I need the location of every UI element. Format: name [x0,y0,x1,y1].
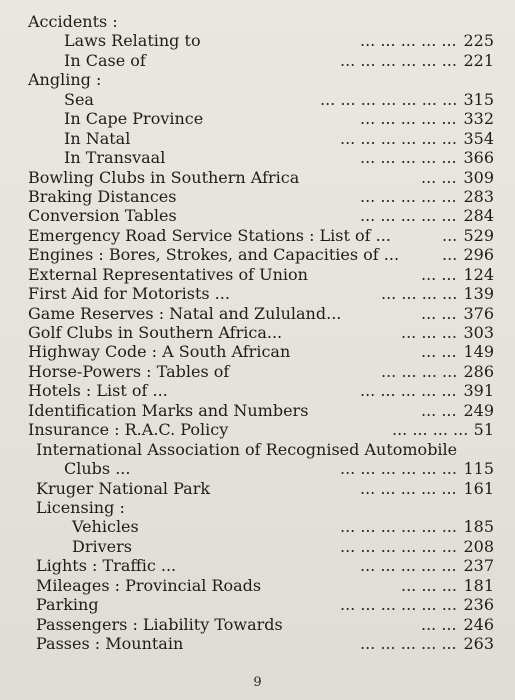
dot-leaders: ... ... ... ... ... ... ... [320,89,458,109]
index-entry [28,168,494,187]
index-entry [28,615,494,634]
index-entry-label: In Natal [64,128,131,148]
index-entry [28,31,494,50]
dot-leaders: ... ... ... ... ... [360,186,457,206]
index-entry-label: Identification Marks and Numbers [28,400,309,420]
dot-leaders: ... ... ... ... ... ... [340,536,457,556]
index-entry-label: Sea [64,89,94,109]
index-entry-page: 185 [463,517,494,537]
index-entry [28,517,494,536]
dot-leaders: ... ... ... [401,323,457,342]
index-entry [28,537,494,556]
index-entry [28,576,494,595]
dot-leaders: ... [442,245,458,265]
index-entry-page: 249 [463,400,494,420]
index-entry-label: Passes : Mountain [36,634,184,653]
dot-leaders: ... ... ... ... ... [360,206,457,226]
dot-leaders: ... ... [421,400,457,420]
index-entry-label: Lights : Traffic ... [36,556,177,576]
index-entry-page: 237 [463,556,494,576]
index-entry-page: 315 [463,89,494,109]
index-entry-page: 303 [463,323,494,342]
index-entry-label: Clubs ... [64,459,131,479]
page-number-footer: 9 [253,675,262,690]
index-entry-label: External Representatives of Union [28,264,308,284]
dot-leaders: ... ... ... ... [381,284,458,304]
index-entry-label: Golf Clubs in Southern Africa... [28,323,283,342]
dot-leaders: ... ... ... ... ... ... [340,459,457,479]
index-entry [28,51,494,70]
dot-leaders: ... ... ... ... ... ... [340,517,457,537]
index-entry-label: First Aid for Motorists ... [28,284,230,304]
index-entry-page: 284 [463,206,494,226]
index-entry-page: 354 [463,128,494,148]
index-entry-page: 139 [463,284,494,304]
index-entry-label: Accidents : [28,12,118,31]
index-entry [28,284,494,303]
index-entry-page: 124 [463,264,494,284]
index-entry-label: Mileages : Provincial Roads [36,575,262,595]
index-entry [28,187,494,206]
index-entry-page: 181 [463,575,494,595]
index-entry [28,90,494,109]
index-entry-label: Passengers : Liability Towards [36,614,283,634]
index-entry [28,109,494,128]
index-entry-label: In Transvaal [64,148,166,168]
index-entry [28,479,494,498]
index-entry-label: Highway Code : A South African [28,342,291,362]
index-entry [28,556,494,575]
index-entry [28,420,494,439]
dot-leaders: ... ... [421,342,457,362]
index-entry [28,245,494,264]
index-entry [28,265,494,284]
dot-leaders: ... ... [421,303,457,323]
dot-leaders: ... ... ... ... [381,361,458,381]
index-entry-label: Engines : Bores, Strokes, and Capacities of ... [28,245,400,265]
index-entry-label: Licensing : [36,497,125,517]
dot-leaders: ... ... ... ... ... [360,148,457,168]
index-entry [28,381,494,400]
index-list [28,12,494,653]
index-entry-page: 221 [463,50,494,70]
index-entry-page: 149 [463,342,494,362]
index-entry [28,226,494,245]
index-entry [28,148,494,167]
index-entry [28,440,494,459]
index-entry-label: Conversion Tables [28,206,177,226]
index-entry [28,304,494,323]
index-entry-page: 366 [463,148,494,168]
index-entry-label: Game Reserves : Natal and Zululand... [28,303,342,323]
index-entry [28,206,494,225]
dot-leaders: ... ... ... ... ... [360,381,457,401]
index-entry-page: 51 [473,420,494,440]
index-entry-page: 332 [463,109,494,129]
index-entry-label: Hotels : List of ... [28,381,168,401]
dot-leaders: ... ... ... [401,575,457,595]
dot-leaders: ... ... ... ... ... [360,634,457,653]
dot-leaders: ... ... ... ... ... [360,556,457,576]
index-entry-label: Bowling Clubs in Southern Africa [28,167,300,187]
index-entry-label: Vehicles [72,517,139,537]
index-entry-page: 236 [463,595,494,615]
index-entry [28,634,494,653]
index-entry [28,459,494,478]
index-entry-page: 391 [463,381,494,401]
index-entry-page: 529 [463,225,494,245]
dot-leaders: ... ... [421,614,457,634]
dot-leaders: ... ... ... ... ... ... [340,595,457,615]
dot-leaders: ... ... ... ... ... [360,109,457,129]
index-entry-label: Parking [36,595,99,615]
index-entry-label: Emergency Road Service Stations : List of ... [28,225,391,245]
dot-leaders: ... ... ... ... ... [360,31,457,51]
index-entry [28,323,494,342]
index-entry-page: 225 [463,31,494,51]
index-entry-page: 161 [463,478,494,498]
index-entry-label: In Cape Province [64,109,204,129]
index-entry-label: Horse-Powers : Tables of [28,361,230,381]
index-entry-page: 309 [463,167,494,187]
dot-leaders: ... ... ... ... ... [360,478,457,498]
index-entry [28,70,494,89]
dot-leaders: ... ... ... ... [392,420,469,440]
index-entry-page: 296 [463,245,494,265]
index-entry-label: Kruger National Park [36,478,211,498]
dot-leaders: ... ... ... ... ... ... [340,50,457,70]
index-entry-page: 283 [463,186,494,206]
index-entry-page: 263 [463,634,494,653]
index-entry-page: 246 [463,614,494,634]
dot-leaders: ... ... [421,264,457,284]
index-entry-label: Drivers [72,536,132,556]
index-entry [28,401,494,420]
index-entry-label: Laws Relating to [64,31,201,51]
index-entry-label: In Case of [64,50,146,70]
dot-leaders: ... [442,225,458,245]
dot-leaders: ... ... ... ... ... ... [340,128,457,148]
index-entry-page: 286 [463,361,494,381]
index-entry [28,129,494,148]
index-entry-page: 115 [463,459,494,479]
index-entry [28,342,494,361]
index-entry-label: International Association of Recognised Automobile [36,439,458,459]
index-entry [28,498,494,517]
dot-leaders: ... ... [421,167,457,187]
index-entry-page: 376 [463,303,494,323]
index-entry-label: Angling : [28,70,102,90]
index-entry-label: Braking Distances [28,186,177,206]
index-entry [28,362,494,381]
index-entry-page: 208 [463,536,494,556]
index-entry [28,595,494,614]
index-entry [28,12,494,31]
index-entry-label: Insurance : R.A.C. Policy [28,420,229,440]
